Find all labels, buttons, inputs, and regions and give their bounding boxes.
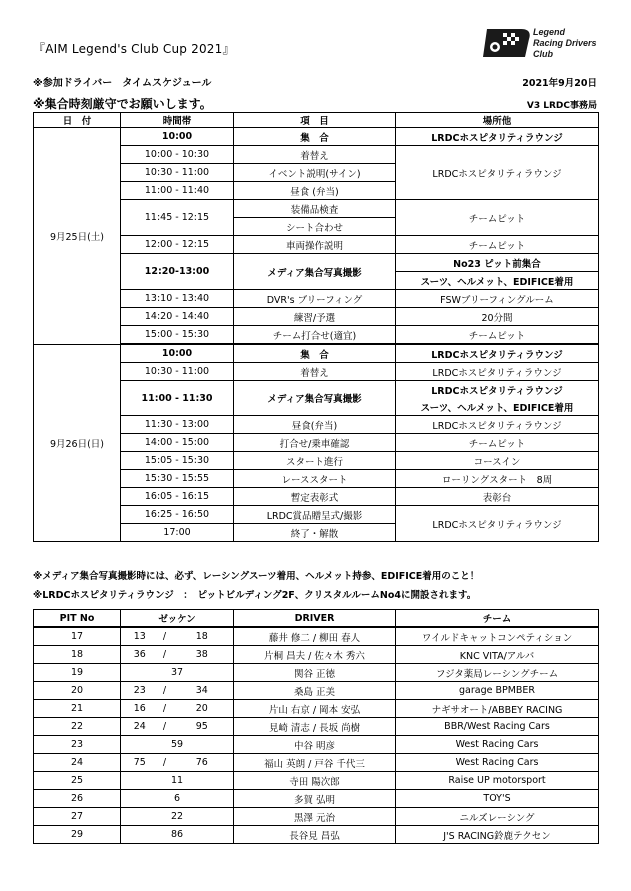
time-cell: 16:25 - 16:50 xyxy=(121,506,234,524)
driver-cell: 見崎 清志 / 長坂 尚樹 xyxy=(234,718,396,736)
entry-row xyxy=(34,700,599,718)
svg-text:Club: Club xyxy=(533,49,553,59)
place-cell: 20分間 xyxy=(396,308,599,326)
schedule-header xyxy=(34,113,599,128)
car-number-cell: 59 xyxy=(121,736,234,754)
driver-cell: 桑島 正美 xyxy=(234,682,396,700)
note-media: ※メディア集合写真撮影時には、必ず、レーシングスーツ着用、ヘルメット持参、EDIFICE着用のこと！ xyxy=(33,571,480,582)
driver-cell: 多賀 弘明 xyxy=(234,790,396,808)
place-cell-2: スーツ、ヘルメット、EDIFICE着用 xyxy=(396,398,599,416)
item-cell: 昼食 (弁当) xyxy=(234,182,396,200)
pit-cell: 26 xyxy=(34,790,121,808)
time-cell: 10:00 xyxy=(121,128,234,146)
header-number: ゼッケン xyxy=(121,610,234,628)
time-cell: 10:00 - 10:30 xyxy=(121,146,234,164)
place-cell: チームピット xyxy=(396,200,599,236)
place-cell: LRDCホスピタリティラウンジ xyxy=(396,344,599,363)
time-cell: 10:30 - 11:00 xyxy=(121,363,234,381)
place-cell: LRDCホスピタリティラウンジ xyxy=(396,146,599,200)
table-row xyxy=(34,344,599,363)
time-cell: 10:30 - 11:00 xyxy=(121,164,234,182)
team-cell: TOY'S xyxy=(396,790,599,808)
car-number-sep: / xyxy=(159,754,171,772)
entry-row xyxy=(34,790,599,808)
car-number-cell: 20 xyxy=(171,700,234,718)
driver-cell: 関谷 正徳 xyxy=(234,664,396,682)
pit-cell: 27 xyxy=(34,808,121,826)
time-cell: 13:10 - 13:40 xyxy=(121,290,234,308)
item-cell: シート合わせ xyxy=(234,218,396,236)
car-number-sep: / xyxy=(159,627,171,646)
car-number-cell: 36 xyxy=(121,646,159,664)
car-number-cell: 13 xyxy=(121,627,159,646)
item-cell: 打合せ/乗車確認 xyxy=(234,434,396,452)
item-cell: LRDC賞品贈呈式/撮影 xyxy=(234,506,396,524)
car-number-cell: 24 xyxy=(121,718,159,736)
table-row xyxy=(34,128,599,146)
item-cell: チーム打合せ(適宜) xyxy=(234,326,396,345)
item-cell: 昼食(弁当) xyxy=(234,416,396,434)
item-cell: 練習/予選 xyxy=(234,308,396,326)
time-cell: 15:05 - 15:30 xyxy=(121,452,234,470)
header-date: 日 付 xyxy=(34,113,121,128)
pit-cell: 17 xyxy=(34,627,121,646)
place-cell: LRDCホスピタリティラウンジ xyxy=(396,506,599,542)
schedule-table xyxy=(33,112,599,542)
team-cell: J'S RACING鈴鹿テクセン xyxy=(396,826,599,844)
entry-row xyxy=(34,772,599,790)
item-cell: 装備品検査 xyxy=(234,200,396,218)
header-place: 場所他 xyxy=(396,113,599,128)
driver-cell: 黒澤 元治 xyxy=(234,808,396,826)
car-number-cell: 6 xyxy=(121,790,234,808)
car-number-cell: 75 xyxy=(121,754,159,772)
driver-cell: 片山 右京 / 岡本 安弘 xyxy=(234,700,396,718)
time-cell: 14:00 - 15:00 xyxy=(121,434,234,452)
time-cell: 17:00 xyxy=(121,524,234,542)
svg-text:Legend: Legend xyxy=(533,27,566,37)
time-cell: 16:05 - 16:15 xyxy=(121,488,234,506)
time-cell: 14:20 - 14:40 xyxy=(121,308,234,326)
item-cell: DVR's ブリーフィング xyxy=(234,290,396,308)
place-cell: LRDCホスピタリティラウンジ xyxy=(396,128,599,146)
team-cell: garage BPMBER xyxy=(396,682,599,700)
item-cell: イベント説明(サイン) xyxy=(234,164,396,182)
driver-cell: 寺田 陽次郎 xyxy=(234,772,396,790)
entry-row xyxy=(34,627,599,646)
day-cell: 9月25日(土) xyxy=(34,128,121,345)
item-cell: 集 合 xyxy=(234,344,396,363)
place-cell: LRDCホスピタリティラウンジ xyxy=(396,381,599,399)
subtitle: ※参加ドライバー タイムスケジュール xyxy=(33,78,212,89)
item-cell: レーススタート xyxy=(234,470,396,488)
entry-row xyxy=(34,664,599,682)
team-cell: BBR/West Racing Cars xyxy=(396,718,599,736)
item-cell: メディア集合写真撮影 xyxy=(234,381,396,416)
doc-title: 『AIM Legend's Club Cup 2021』 xyxy=(33,42,235,56)
entry-row xyxy=(34,718,599,736)
pit-cell: 25 xyxy=(34,772,121,790)
pit-cell: 18 xyxy=(34,646,121,664)
place-cell: No23 ピット前集合 xyxy=(396,254,599,272)
day-cell: 9月26日(日) xyxy=(34,344,121,542)
driver-cell: 長谷見 昌弘 xyxy=(234,826,396,844)
team-cell: ニルズレーシング xyxy=(396,808,599,826)
entry-table xyxy=(33,609,599,844)
entry-row xyxy=(34,736,599,754)
item-cell: 終了・解散 xyxy=(234,524,396,542)
car-number-cell: 38 xyxy=(171,646,234,664)
place-cell: チームピット xyxy=(396,236,599,254)
team-cell: ワイルドキャットコンペティション xyxy=(396,627,599,646)
pit-cell: 19 xyxy=(34,664,121,682)
car-number-cell: 86 xyxy=(121,826,234,844)
team-cell: West Racing Cars xyxy=(396,736,599,754)
item-cell: メディア集合写真撮影 xyxy=(234,254,396,290)
notice: ※集合時刻厳守でお願いします。 xyxy=(33,97,212,111)
time-cell: 12:00 - 12:15 xyxy=(121,236,234,254)
entry-row xyxy=(34,754,599,772)
car-number-sep: / xyxy=(159,646,171,664)
entry-header xyxy=(34,610,599,628)
team-cell: Raise UP motorsport xyxy=(396,772,599,790)
pit-cell: 21 xyxy=(34,700,121,718)
entry-row xyxy=(34,808,599,826)
place-cell: チームピット xyxy=(396,326,599,345)
place-cell: LRDCホスピタリティラウンジ xyxy=(396,363,599,381)
team-cell: KNC VITA/アルバ xyxy=(396,646,599,664)
place-cell: FSWブリーフィングルーム xyxy=(396,290,599,308)
header-time: 時間帯 xyxy=(121,113,234,128)
car-number-cell: 23 xyxy=(121,682,159,700)
entry-row xyxy=(34,646,599,664)
car-number-cell: 22 xyxy=(121,808,234,826)
pit-cell: 22 xyxy=(34,718,121,736)
place-cell: コースイン xyxy=(396,452,599,470)
time-cell: 11:00 - 11:40 xyxy=(121,182,234,200)
place-cell: LRDCホスピタリティラウンジ xyxy=(396,416,599,434)
header-pit: PIT No xyxy=(34,610,121,628)
place-cell-2: スーツ、ヘルメット、EDIFICE着用 xyxy=(396,272,599,290)
car-number-sep: / xyxy=(159,682,171,700)
item-cell: 暫定表彰式 xyxy=(234,488,396,506)
item-cell: 着替え xyxy=(234,146,396,164)
pit-cell: 23 xyxy=(34,736,121,754)
time-cell: 10:00 xyxy=(121,344,234,363)
car-number-cell: 34 xyxy=(171,682,234,700)
time-cell: 15:00 - 15:30 xyxy=(121,326,234,345)
time-cell: 11:00 - 11:30 xyxy=(121,381,234,416)
place-cell: チームピット xyxy=(396,434,599,452)
lrdc-logo xyxy=(481,23,599,63)
car-number-sep: / xyxy=(159,718,171,736)
place-cell: ローリングスタート 8周 xyxy=(396,470,599,488)
issue-date: 2021年9月20日 xyxy=(522,78,597,89)
team-cell: フジタ薬局レーシングチーム xyxy=(396,664,599,682)
driver-cell: 福山 英朗 / 戸谷 千代三 xyxy=(234,754,396,772)
header-item: 項 目 xyxy=(234,113,396,128)
time-cell: 12:20-13:00 xyxy=(121,254,234,290)
entry-row xyxy=(34,682,599,700)
pit-cell: 29 xyxy=(34,826,121,844)
driver-cell: 中谷 明彦 xyxy=(234,736,396,754)
header-driver: DRIVER xyxy=(234,610,396,628)
note-lounge: ※LRDCホスピタリティラウンジ ： ピットビルディング2F、クリスタルルームNo4に開設されます。 xyxy=(33,590,477,601)
item-cell: 集 合 xyxy=(234,128,396,146)
team-cell: West Racing Cars xyxy=(396,754,599,772)
item-cell: スタート進行 xyxy=(234,452,396,470)
car-number-cell: 37 xyxy=(121,664,234,682)
pit-cell: 20 xyxy=(34,682,121,700)
version: V3 LRDC事務局 xyxy=(526,101,597,111)
driver-cell: 藤井 修二 / 柳田 春人 xyxy=(234,627,396,646)
car-number-sep: / xyxy=(159,700,171,718)
car-number-cell: 95 xyxy=(171,718,234,736)
car-number-cell: 18 xyxy=(171,627,234,646)
item-cell: 着替え xyxy=(234,363,396,381)
car-number-cell: 16 xyxy=(121,700,159,718)
svg-text:Racing Drivers: Racing Drivers xyxy=(533,38,597,48)
pit-cell: 24 xyxy=(34,754,121,772)
car-number-cell: 11 xyxy=(121,772,234,790)
driver-cell: 片桐 昌夫 / 佐々木 秀六 xyxy=(234,646,396,664)
header-team: チーム xyxy=(396,610,599,628)
time-cell: 15:30 - 15:55 xyxy=(121,470,234,488)
car-number-cell: 76 xyxy=(171,754,234,772)
place-cell: 表彰台 xyxy=(396,488,599,506)
entry-row xyxy=(34,826,599,844)
time-cell: 11:30 - 13:00 xyxy=(121,416,234,434)
item-cell: 車両操作説明 xyxy=(234,236,396,254)
time-cell: 11:45 - 12:15 xyxy=(121,200,234,236)
team-cell: ナギサオート/ABBEY RACING xyxy=(396,700,599,718)
